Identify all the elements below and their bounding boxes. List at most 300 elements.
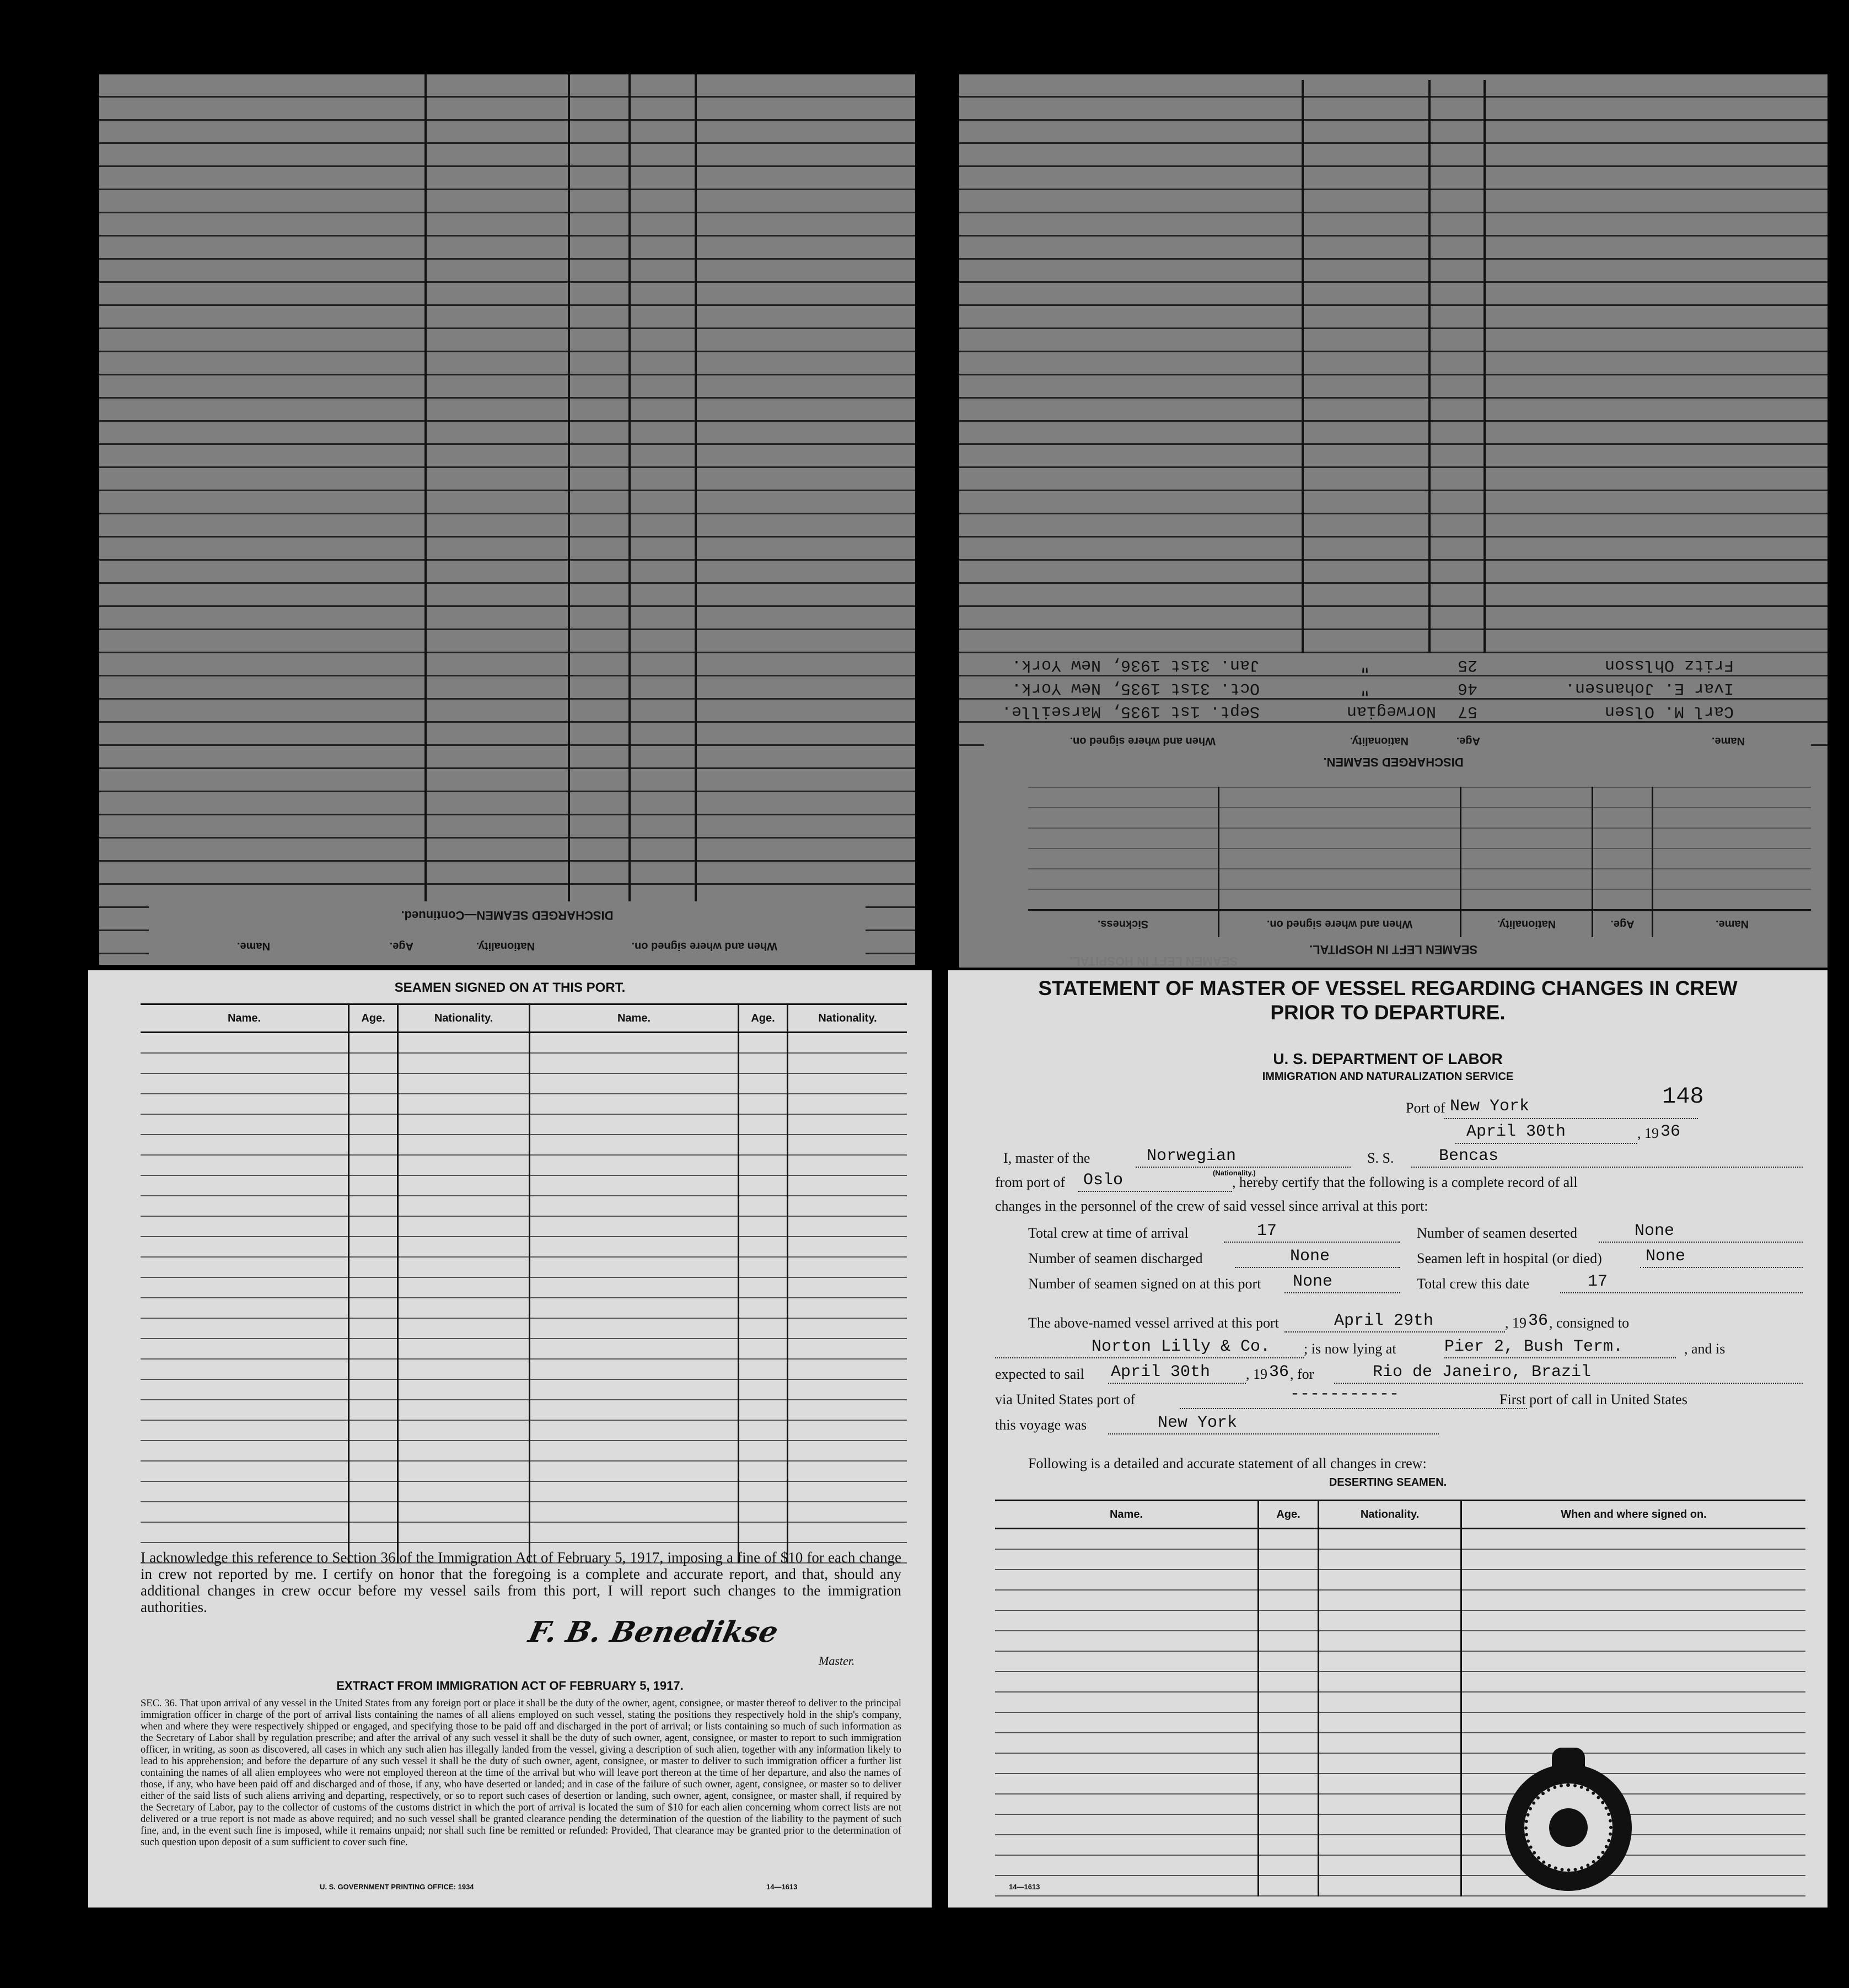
table-cell [739,1175,788,1196]
table-cell [349,1359,398,1379]
table-row [995,1570,1805,1590]
table-cell [141,1114,349,1135]
table-cell [349,1318,398,1339]
table-cell [1461,1692,1806,1712]
table-cell [349,1379,398,1400]
table-cell [349,1400,398,1420]
table-row [1028,787,1811,808]
table-cell [530,1135,739,1155]
table-row [995,1753,1805,1774]
table-cell [739,1216,788,1237]
table-cell [141,1033,349,1054]
table-cell [788,1298,907,1318]
table-cell [1319,1692,1461,1712]
table-cell [1259,1835,1319,1855]
nationality-note: (Nationality.) [1213,1169,1256,1177]
arrived-line [1284,1331,1505,1333]
table-row [995,1835,1805,1855]
table-cell [1259,1876,1319,1896]
discharged-age: 57 [1457,702,1477,721]
table-cell [739,1339,788,1359]
signed-label: Number of seamen signed on at this port [1028,1276,1261,1292]
table-cell [739,1277,788,1298]
table-cell [530,1339,739,1359]
table-row [141,1522,907,1543]
total-arrival-label: Total crew at time of arrival [1028,1225,1189,1241]
table-cell [1461,1651,1806,1672]
table-cell [1319,1712,1461,1733]
table-cell [398,1298,530,1318]
table-cell [788,1318,907,1339]
table-cell [141,1441,349,1461]
continued-col-age: Age. [389,940,413,952]
table-cell [1259,1753,1319,1774]
hospital-table [1028,787,1811,937]
table-cell [1259,1794,1319,1814]
table-cell [1319,1631,1461,1651]
table-cell [398,1216,530,1237]
table-cell [398,1196,530,1216]
table-cell [530,1379,739,1400]
table-cell [1319,1672,1461,1692]
table-cell [141,1481,349,1502]
deserted-label: Number of seamen deserted [1417,1225,1577,1241]
continued-page [99,74,915,965]
year-prefix: , 19 [1637,1125,1659,1141]
table-cell [788,1155,907,1175]
discharged-section [959,74,1828,769]
table-cell [398,1461,530,1481]
ss-label: S. S. [1367,1150,1394,1166]
discharged-row-2 [984,675,1811,697]
table-cell [141,1298,349,1318]
table-row [141,1196,907,1216]
table-cell [1461,1590,1806,1610]
table-cell [141,1196,349,1216]
seal-stamp [1499,1748,1665,1891]
hospital-col-age: Age. [1593,910,1653,938]
table-cell [141,1237,349,1257]
acknowledgement: I acknowledge this reference to Section 36 of the Immigration Act of February 5, 1917, imposing a fine of $10 for each change in crew not reported by me. I certify on honor that the foregoing is a complete and accurate report, and that, should any additional changes in crew occur before my vessel sails from this port, I will report such changes to the immigration authorities. [141,1549,901,1615]
table-cell [1461,1610,1806,1631]
table-cell [349,1461,398,1481]
table-row [1028,869,1811,889]
table-cell [398,1114,530,1135]
table-cell [530,1216,739,1237]
table-cell [530,1155,739,1175]
voyage-label: this voyage was [995,1417,1087,1433]
signed-col-nationality: Nationality. [398,1004,530,1033]
table-cell [995,1855,1259,1876]
vessel-line [1411,1167,1803,1168]
table-cell [788,1114,907,1135]
table-cell [995,1712,1259,1733]
table-cell [141,1216,349,1237]
table-cell [398,1175,530,1196]
deserting-col-signed: When and where signed on. [1461,1501,1806,1529]
table-cell [349,1216,398,1237]
table-row [141,1481,907,1502]
signed-on-table [141,1003,907,1563]
table-cell [530,1073,739,1094]
table-cell [739,1298,788,1318]
table-cell [349,1298,398,1318]
table-row [141,1359,907,1379]
table-cell [1461,1712,1806,1733]
table-cell [398,1237,530,1257]
signed-on-page [88,970,932,1908]
total-date-value: 17 [1588,1272,1608,1291]
discharged-nationality: " [1359,679,1370,697]
deserting-col-nationality: Nationality. [1319,1501,1461,1529]
table-cell [1259,1549,1319,1570]
table-cell [739,1135,788,1155]
table-cell [739,1196,788,1216]
table-cell [141,1155,349,1175]
table-cell [141,1257,349,1277]
table-cell [530,1481,739,1502]
statement-title-line2: PRIOR TO DEPARTURE. [1270,1001,1506,1024]
table-cell [995,1570,1259,1590]
table-cell [530,1461,739,1481]
hospital-line [1640,1267,1803,1268]
table-row [995,1549,1805,1570]
table-cell [1319,1549,1461,1570]
table-cell [349,1522,398,1543]
signed-col-nationality-2: Nationality. [788,1004,907,1033]
discharged-name: Carl M. Olsen [1604,702,1734,721]
margin-number: 148 [1662,1083,1704,1110]
table-cell [349,1135,398,1155]
date-line [1455,1143,1637,1144]
table-row [995,1712,1805,1733]
table-cell [530,1237,739,1257]
table-cell [398,1420,530,1441]
table-row [141,1441,907,1461]
table-cell [141,1420,349,1441]
table-cell [788,1420,907,1441]
deserting-heading: DESERTING SEAMEN. [1329,1476,1447,1489]
sail-year-value: 36 [1269,1363,1289,1382]
table-cell [141,1461,349,1481]
discharged-age: 25 [1457,655,1477,674]
table-row [1028,889,1811,910]
table-cell [530,1318,739,1339]
via-line [1180,1408,1527,1409]
table-cell [1319,1794,1461,1814]
table-row [1028,848,1811,869]
table-cell [530,1277,739,1298]
table-cell [349,1277,398,1298]
table-cell [1259,1692,1319,1712]
table-cell [995,1631,1259,1651]
table-cell [788,1175,907,1196]
table-cell [788,1196,907,1216]
table-cell [141,1400,349,1420]
table-cell [995,1610,1259,1631]
changes-text: changes in the personnel of the crew of said vessel since arrival at this port: [995,1198,1428,1214]
table-cell [788,1094,907,1114]
table-cell [398,1318,530,1339]
table-cell [788,1237,907,1257]
hospital-col-name: Name. [1653,910,1812,938]
table-cell [530,1196,739,1216]
year-value: 36 [1660,1122,1681,1141]
table-cell [398,1339,530,1359]
table-cell [739,1318,788,1339]
table-row [995,1610,1805,1631]
table-row [141,1400,907,1420]
table-cell [1461,1529,1806,1550]
continued-col-nationality: Nationality. [476,940,535,952]
destination-value: Rio de Janeiro, Brazil [1373,1363,1592,1382]
destination-line [1334,1383,1803,1384]
deserting-col-name: Name. [995,1501,1259,1529]
from-port-value: Oslo [1083,1171,1124,1190]
discharged-row-3 [984,652,1811,674]
table-cell [349,1339,398,1359]
table-cell [141,1502,349,1522]
discharged-name: Fritz Ohlsson [1604,655,1734,674]
printer-line: U. S. GOVERNMENT PRINTING OFFICE: 1934 [320,1883,474,1891]
sail-year-prefix: , 19 [1246,1366,1267,1382]
table-cell [398,1522,530,1543]
table-cell [995,1672,1259,1692]
table-cell [141,1053,349,1073]
extract-title: EXTRACT FROM IMMIGRATION ACT OF FEBRUARY 5, 1917. [336,1679,684,1693]
table-cell [739,1502,788,1522]
table-cell [788,1073,907,1094]
column-rule [1484,80,1486,653]
statement-page [948,954,1828,1908]
table-row [141,1216,907,1237]
signed-col-age-2: Age. [739,1004,788,1033]
table-cell [349,1481,398,1502]
table-row [141,1339,907,1359]
lying-line [1444,1357,1676,1358]
discharged-name: Ivar E. Johansen. [1565,679,1734,697]
first-port-label: First port of call in United States [1499,1391,1687,1407]
first-port-value: New York [1158,1414,1238,1432]
table-row [141,1461,907,1481]
table-cell [349,1196,398,1216]
table-row [141,1379,907,1400]
table-cell [739,1522,788,1543]
table-cell [739,1257,788,1277]
table-cell [398,1481,530,1502]
following-text: Following is a detailed and accurate statement of all changes in crew: [1028,1455,1427,1471]
table-cell [530,1175,739,1196]
table-cell [739,1481,788,1502]
table-cell [398,1502,530,1522]
discharged-line [1235,1267,1400,1268]
table-row [995,1774,1805,1794]
table-cell [1319,1529,1461,1550]
table-cell [788,1522,907,1543]
extract-text: SEC. 36. That upon arrival of any vessel in the United States from any foreign port or place it shall be the duty of the owner, agent, consignee, or master thereof to deliver to the principal immigration officer in charge of the port of arrival lists containing the names of all aliens employed on such vessel, stating the positions they respectively hold in the ship's company, when and where they were respectively shipped or engaged, and specifying those to be paid off and discharged in the port of arrival; or lists containing so much of such information as the Secretary of Labor shall by regulation prescribe; and after the arrival of any such vessel it shall be the duty of such owner, agent, consignee, or master to report to such immigration officer, in writing, as soon as discovered, all cases in which any such alien has illegally landed from the vessel, giving a description of such alien, together with any information likely to lead to his apprehension; and before the departure of any such vessel it shall be the duty of such owner, agent, consignee, or master to deliver to such immigration officer a further list containing the names of all alien employees who were not employed thereon at the time of the arrival but who will leave port thereon at the time of her departure, and also the names of those, if any, who have been paid off and discharged and of those, if any, who have deserted or landed; and in case of the failure of such owner, agent, consignee, or master so to deliver either of the said lists of such aliens arriving and departing, respectively, or so to report such cases of desertion or landing, such owner, agent, consignee, or master shall, if required by the Secretary of Labor, pay to the collector of customs of the customs district in which the port of arrival is located the sum of $10 for each alien concerning whom correct lists are not delivered or a true report is not made as above required; and no such vessel shall be granted clearance pending the determination of the question of the liability to the payment of such fine, and, in the event such fine is imposed, while it remains unpaid; nor shall such fine be remitted or refunded: Provided, That clearance may be granted prior to the determination of such question upon deposit of a sum sufficient to cover such fine. [141,1698,901,1848]
back-page-rotated [959,74,1828,968]
table-cell [349,1237,398,1257]
table-cell [1319,1590,1461,1610]
table-cell [349,1155,398,1175]
deserted-line [1599,1242,1803,1243]
seal-center [1549,1808,1588,1847]
table-cell [1259,1610,1319,1631]
table-cell [1259,1590,1319,1610]
date-value: April 30th [1466,1122,1566,1141]
table-cell [788,1339,907,1359]
table-cell [1259,1814,1319,1835]
table-cell [141,1522,349,1543]
from-port-label: from port of [995,1174,1066,1190]
table-cell [349,1257,398,1277]
table-cell [1259,1570,1319,1590]
column-rule [695,74,697,957]
table-cell [995,1835,1259,1855]
continued-header [149,901,866,962]
hospital-value: None [1646,1247,1686,1266]
table-cell [530,1298,739,1318]
table-cell [995,1774,1259,1794]
table-cell [398,1135,530,1155]
table-cell [739,1461,788,1481]
table-cell [1319,1753,1461,1774]
table-cell [398,1441,530,1461]
table-row [1028,808,1811,828]
table-cell [739,1094,788,1114]
table-cell [398,1257,530,1277]
arrived-label: The above-named vessel arrived at this port [1028,1315,1279,1331]
table-cell [1259,1631,1319,1651]
table-cell [349,1033,398,1054]
table-cell [530,1359,739,1379]
table-cell [398,1400,530,1420]
service: IMMIGRATION AND NATURALIZATION SERVICE [1262,1071,1514,1083]
port-label: Port of [1406,1100,1445,1116]
table-cell [1319,1814,1461,1835]
deserting-table [995,1500,1805,1896]
table-cell [788,1135,907,1155]
table-cell [398,1379,530,1400]
table-cell [788,1379,907,1400]
table-row [995,1814,1805,1835]
table-row [141,1094,907,1114]
port-line [1444,1118,1698,1119]
table-cell [141,1277,349,1298]
table-row [995,1631,1805,1651]
table-row [995,1672,1805,1692]
from-port-line [1078,1191,1232,1192]
table-row [141,1318,907,1339]
discharged-row-1 [984,699,1811,721]
table-cell [530,1400,739,1420]
for-label: , for [1290,1366,1314,1382]
table-cell [788,1502,907,1522]
discharged-heading: DISCHARGED SEAMEN. [959,755,1828,769]
table-cell [995,1529,1259,1550]
discharged-col-name: Name. [1711,735,1745,747]
table-cell [788,1033,907,1054]
table-cell [995,1794,1259,1814]
consignee-line [995,1357,1304,1358]
table-row [141,1502,907,1522]
table-cell [1259,1733,1319,1753]
consignee-value: Norton Lilly & Co. [1092,1337,1271,1356]
table-cell [1461,1672,1806,1692]
table-cell [995,1590,1259,1610]
hospital-col-nationality: Nationality. [1461,910,1593,938]
signed-value: None [1293,1272,1333,1291]
table-cell [1319,1876,1461,1896]
statement-form-number: 14—1613 [1009,1883,1040,1891]
column-rule [568,74,570,957]
table-cell [739,1237,788,1257]
table-cell [398,1094,530,1114]
table-cell [1259,1712,1319,1733]
table-cell [1319,1835,1461,1855]
table-cell [995,1692,1259,1712]
table-row [141,1175,907,1196]
hospital-heading: SEAMEN LEFT IN HOSPITAL. [1309,943,1478,957]
table-cell [349,1502,398,1522]
column-rule [628,74,631,957]
consigned-label: , consigned to [1549,1315,1630,1331]
total-arrival-line [1224,1242,1400,1243]
table-cell [739,1155,788,1175]
table-cell [788,1277,907,1298]
table-row [1028,828,1811,848]
table-row [995,1855,1805,1876]
column-rule [1302,80,1304,653]
table-cell [349,1094,398,1114]
total-date-label: Total crew this date [1417,1276,1529,1292]
via-label: via United States port of [995,1391,1136,1407]
table-cell [739,1073,788,1094]
table-cell [739,1359,788,1379]
table-row [995,1692,1805,1712]
deserted-value: None [1635,1222,1675,1240]
total-date-line [1560,1292,1803,1293]
table-cell [141,1135,349,1155]
table-cell [995,1549,1259,1570]
arrived-value: April 29th [1334,1312,1434,1330]
table-cell [398,1033,530,1054]
table-cell [995,1733,1259,1753]
discharged-nationality: Norwegian [1346,702,1436,721]
hospital-section [959,780,1828,957]
total-arrival-value: 17 [1257,1222,1277,1240]
table-row [995,1733,1805,1753]
table-cell [349,1053,398,1073]
table-cell [349,1441,398,1461]
bleed-through-heading: SEAMEN LEFT IN HOSPITAL. [1069,954,1238,968]
master-label: Master. [819,1654,855,1668]
table-row [141,1237,907,1257]
arrived-year-value: 36 [1528,1312,1549,1330]
table-row [995,1529,1805,1550]
continued-col-name: Name. [237,940,270,952]
signed-col-name-2: Name. [530,1004,739,1033]
discharged-header-row [984,725,1811,747]
lying-value: Pier 2, Bush Term. [1444,1337,1624,1356]
table-cell [1461,1570,1806,1590]
master-of-label: I, master of the [1003,1150,1090,1166]
table-cell [739,1379,788,1400]
table-cell [141,1094,349,1114]
seal-top-mark [1552,1748,1585,1781]
table-cell [530,1420,739,1441]
table-cell [1319,1651,1461,1672]
